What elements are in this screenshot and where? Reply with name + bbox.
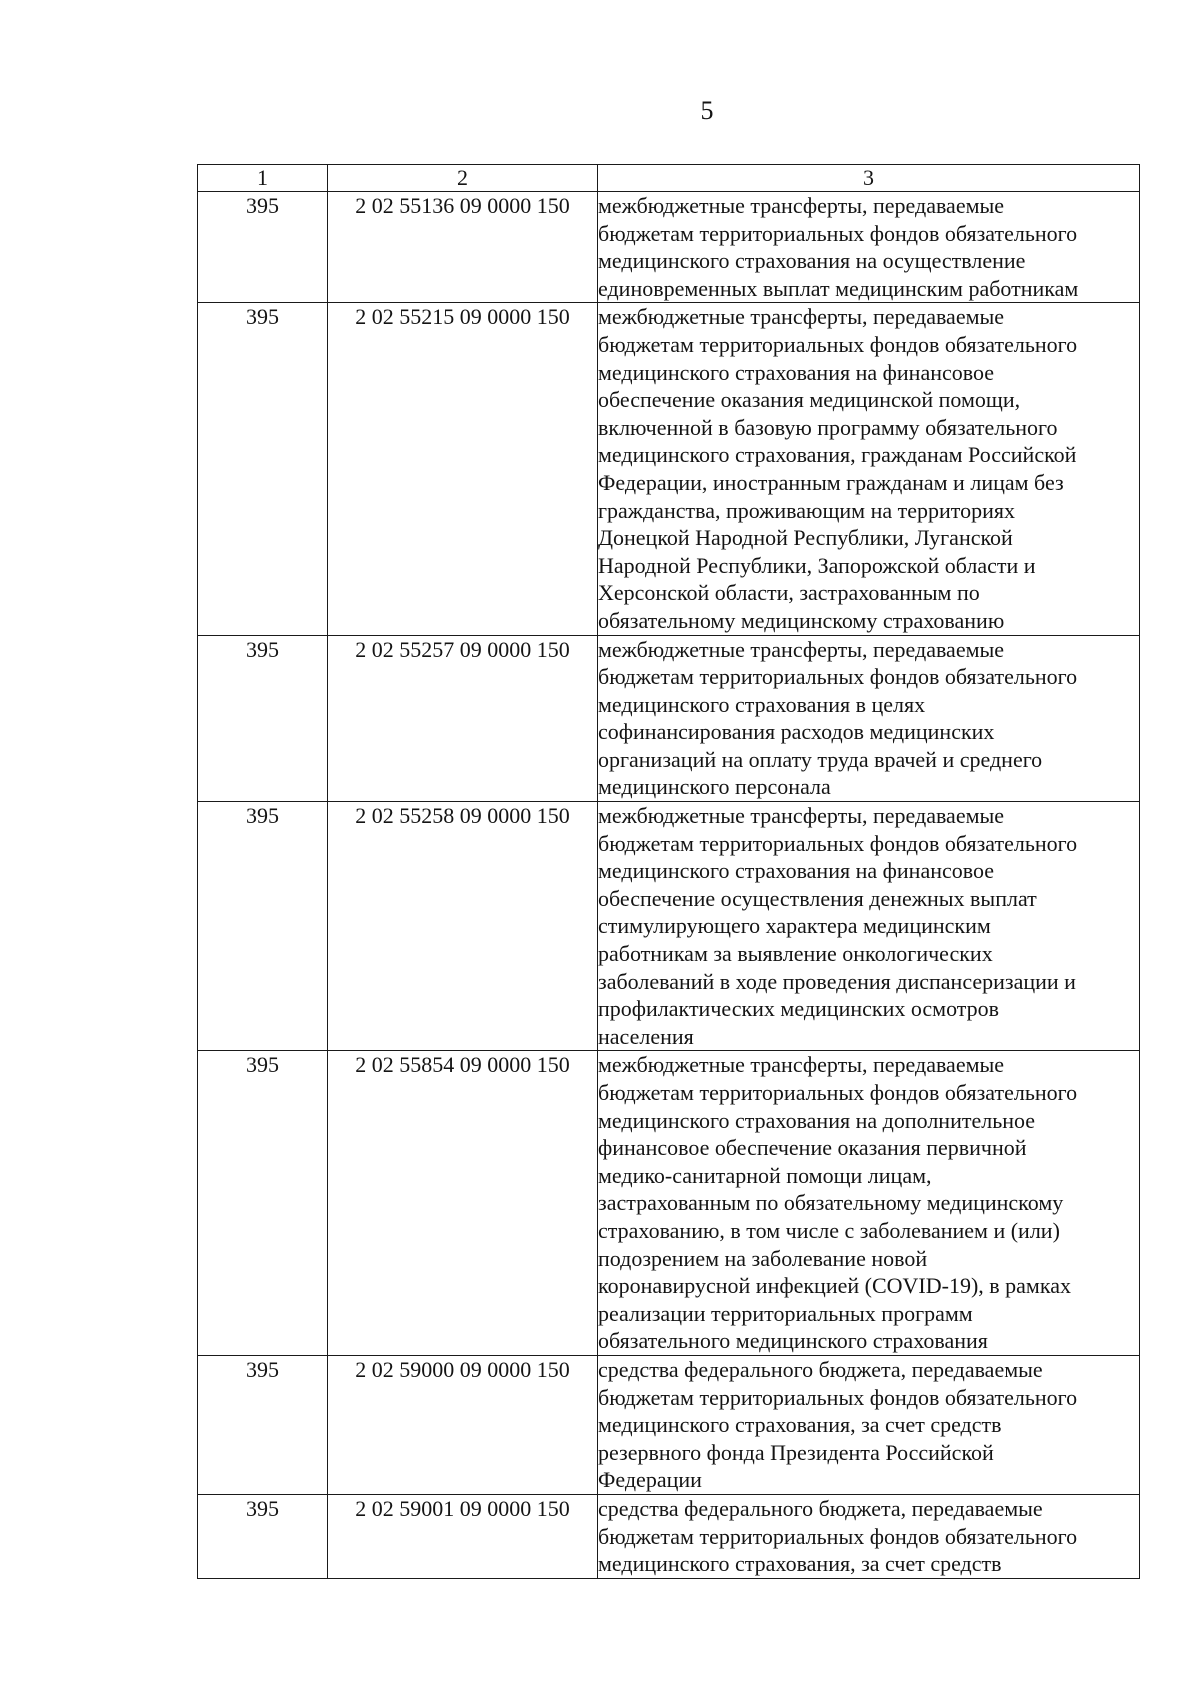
income-name-line: гражданства, проживающим на территориях [598,497,1016,523]
income-name-line: бюджетам территориальных фондов обязательного [598,664,1078,690]
income-name-line: медицинского страхования, гражданам Российской [598,442,1077,468]
income-name-line: включенной в базовую программу обязательного [598,414,1058,440]
header-column-3: 3 [598,165,1140,192]
admin-code-cell: 395 [198,303,328,635]
income-name-line: бюджетам территориальных фондов обязательного [598,830,1078,856]
budget-classification-code-cell: 2 02 59001 09 0000 150 [328,1494,598,1578]
income-codes-table [197,164,1140,1579]
income-name-line: обеспечение осуществления денежных выплат [598,885,1037,911]
income-name-line: обеспечение оказания медицинской помощи, [598,387,1021,413]
income-name-line: средства федерального бюджета, передаваемые [598,1495,1043,1521]
income-name-line: реализации территориальных программ [598,1300,973,1326]
income-name-line: межбюджетные трансферты, передаваемые [598,1052,1005,1078]
header-column-1: 1 [198,165,328,192]
income-name-line: бюджетам территориальных фондов обязательного [598,331,1078,357]
admin-code-cell: 395 [198,635,328,802]
income-name-line: медицинского страхования, за счет средств [598,1412,1002,1438]
income-name-cell [598,1494,1140,1578]
table-row [198,1355,1140,1494]
budget-classification-code-cell: 2 02 55257 09 0000 150 [328,635,598,802]
table-row [198,303,1140,635]
income-name-line: бюджетам территориальных фондов обязательного [598,220,1078,246]
income-name-line: Донецкой Народной Республики, Луганской [598,525,1013,551]
income-name-line: медицинского страхования на финансовое [598,858,995,884]
header-column-2: 2 [328,165,598,192]
income-name-line: организаций на оплату труда врачей и среднего [598,746,1043,772]
table-row [198,192,1140,303]
income-name-line: межбюджетные трансферты, передаваемые [598,636,1005,662]
income-name-line: обязательного медицинского страхования [598,1328,988,1354]
table-body [198,192,1140,1579]
income-name-line: межбюджетные трансферты, передаваемые [598,803,1005,829]
income-name-line: медицинского страхования на дополнительное [598,1107,1036,1133]
admin-code-cell: 395 [198,1051,328,1356]
income-name-line: бюджетам территориальных фондов обязательного [598,1384,1078,1410]
income-name-line: населения [598,1023,694,1049]
table-row [198,1051,1140,1356]
income-name-line: стимулирующего характера медицинским [598,913,991,939]
page-number: 5 [700,96,714,125]
income-name-line: финансовое обеспечение оказания первичной [598,1135,1027,1161]
income-name-line: средства федерального бюджета, передаваемые [598,1356,1043,1382]
income-name-line: медицинского страхования, за счет средств [598,1551,1002,1577]
income-name-line: страхованию, в том числе с заболеванием и (или) [598,1217,1060,1243]
income-name-line: обязательному медицинскому страхованию [598,607,1005,633]
income-name-line: коронавирусной инфекцией (COVID-19), в рамках [598,1273,1071,1299]
income-name-cell [598,303,1140,635]
income-name-line: Херсонской области, застрахованным по [598,580,980,606]
income-name-line: медицинского страхования на осуществление [598,248,1026,274]
income-name-line: межбюджетные трансферты, передаваемые [598,304,1005,330]
table-row [198,635,1140,802]
budget-classification-code-cell: 2 02 55136 09 0000 150 [328,192,598,303]
budget-classification-code-cell: 2 02 55854 09 0000 150 [328,1051,598,1356]
income-name-line: межбюджетные трансферты, передаваемые [598,193,1005,218]
income-name-line: Федерации [598,1467,702,1493]
income-name-line: резервного фонда Президента Российской [598,1439,994,1465]
admin-code-cell: 395 [198,1355,328,1494]
income-name-line: Народной Республики, Запорожской области и [598,552,1036,578]
table-header-row [198,165,1140,192]
admin-code-cell: 395 [198,802,328,1051]
income-name-line: заболеваний в ходе проведения диспансеризации и [598,968,1076,994]
admin-code-cell: 395 [198,1494,328,1578]
income-name-line: подозрением на заболевание новой [598,1245,928,1271]
income-name-cell [598,1051,1140,1356]
budget-classification-code-cell: 2 02 55215 09 0000 150 [328,303,598,635]
income-name-line: Федерации, иностранным гражданам и лицам без [598,469,1064,495]
income-name-line: профилактических медицинских осмотров [598,996,1000,1022]
income-name-line: медицинского страхования в целях [598,691,926,717]
table-row [198,1494,1140,1578]
admin-code-cell: 395 [198,192,328,303]
income-name-line: бюджетам территориальных фондов обязательного [598,1523,1078,1549]
income-name-line: медицинского страхования на финансовое [598,359,995,385]
income-name-line: бюджетам территориальных фондов обязательного [598,1080,1078,1105]
income-name-line: медико-санитарной помощи лицам, [598,1162,932,1188]
table-row [198,802,1140,1051]
income-name-cell [598,1355,1140,1494]
income-name-line: единовременных выплат медицинским работникам [598,275,1079,301]
income-name-cell [598,802,1140,1051]
income-name-cell [598,635,1140,802]
income-name-line: софинансирования расходов медицинских [598,719,995,745]
income-name-line: работникам за выявление онкологических [598,941,993,967]
budget-classification-code-cell: 2 02 59000 09 0000 150 [328,1355,598,1494]
budget-classification-code-cell: 2 02 55258 09 0000 150 [328,802,598,1051]
income-name-line: медицинского персонала [598,774,831,800]
income-name-line: застрахованным по обязательному медицинскому [598,1190,1064,1216]
income-name-cell [598,192,1140,303]
